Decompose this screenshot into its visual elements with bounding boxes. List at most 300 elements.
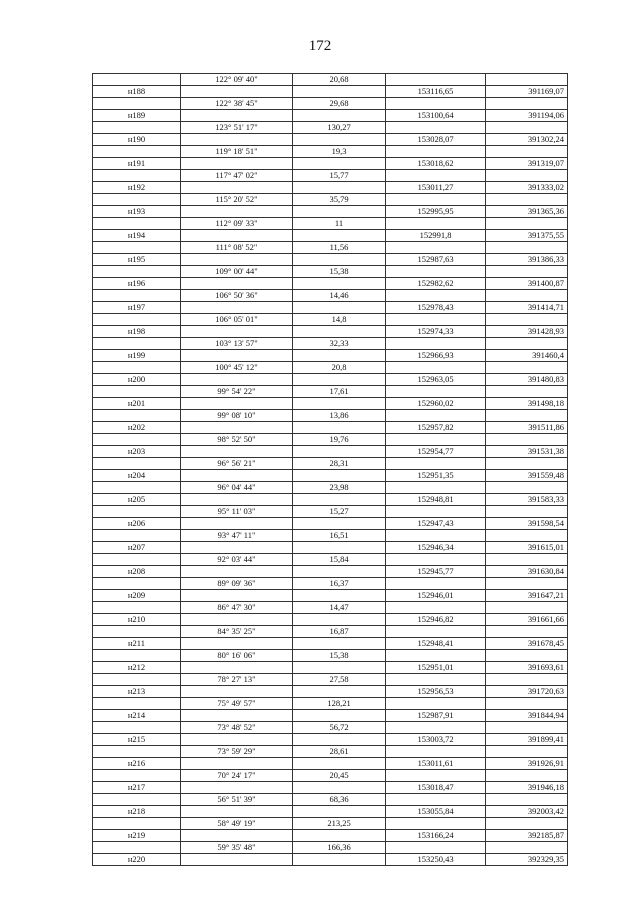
y-cell: 391169,07	[486, 86, 568, 98]
point-cell: н194	[93, 230, 181, 242]
point-cell: н209	[93, 590, 181, 602]
table-row	[93, 770, 568, 782]
point-cell	[93, 338, 181, 350]
x-cell: 152946,01	[386, 590, 486, 602]
angle-cell: 89° 09' 36"	[181, 578, 293, 590]
point-cell: н205	[93, 494, 181, 506]
distance-cell	[293, 686, 386, 698]
table-row	[93, 638, 568, 650]
x-cell	[386, 770, 486, 782]
distance-cell: 11	[293, 218, 386, 230]
distance-cell	[293, 470, 386, 482]
distance-cell	[293, 446, 386, 458]
angle-cell	[181, 302, 293, 314]
x-cell	[386, 530, 486, 542]
point-cell: н200	[93, 374, 181, 386]
angle-cell	[181, 590, 293, 602]
y-cell: 391844,94	[486, 710, 568, 722]
point-cell	[93, 722, 181, 734]
y-cell: 391559,48	[486, 470, 568, 482]
point-cell: н204	[93, 470, 181, 482]
y-cell	[486, 770, 568, 782]
table-row	[93, 530, 568, 542]
point-cell: н219	[93, 830, 181, 842]
distance-cell	[293, 86, 386, 98]
point-cell	[93, 434, 181, 446]
table-row	[93, 794, 568, 806]
y-cell	[486, 818, 568, 830]
angle-cell: 56° 51' 39"	[181, 794, 293, 806]
point-cell	[93, 290, 181, 302]
angle-cell	[181, 806, 293, 818]
table-row	[93, 158, 568, 170]
x-cell	[386, 578, 486, 590]
distance-cell	[293, 158, 386, 170]
angle-cell	[181, 566, 293, 578]
point-cell: н213	[93, 686, 181, 698]
x-cell	[386, 266, 486, 278]
angle-cell	[181, 158, 293, 170]
x-cell: 153166,24	[386, 830, 486, 842]
angle-cell: 58° 49' 19"	[181, 818, 293, 830]
distance-cell	[293, 326, 386, 338]
y-cell	[486, 434, 568, 446]
point-cell: н220	[93, 854, 181, 866]
x-cell: 153011,27	[386, 182, 486, 194]
x-cell: 152966,93	[386, 350, 486, 362]
table-row	[93, 230, 568, 242]
y-cell: 391194,06	[486, 110, 568, 122]
angle-cell	[181, 110, 293, 122]
table-row	[93, 602, 568, 614]
distance-cell: 32,33	[293, 338, 386, 350]
table-row	[93, 686, 568, 698]
x-cell: 152960,02	[386, 398, 486, 410]
point-cell	[93, 122, 181, 134]
y-cell: 391899,41	[486, 734, 568, 746]
x-cell: 152954,77	[386, 446, 486, 458]
point-cell	[93, 362, 181, 374]
table-row	[93, 86, 568, 98]
table-row	[93, 578, 568, 590]
x-cell: 152991,8	[386, 230, 486, 242]
x-cell	[386, 98, 486, 110]
table-row	[93, 650, 568, 662]
x-cell	[386, 338, 486, 350]
y-cell	[486, 386, 568, 398]
distance-cell: 213,25	[293, 818, 386, 830]
table-row	[93, 710, 568, 722]
angle-cell: 70° 24' 17"	[181, 770, 293, 782]
point-cell: н193	[93, 206, 181, 218]
table-row	[93, 146, 568, 158]
x-cell	[386, 434, 486, 446]
y-cell	[486, 98, 568, 110]
table-row	[93, 314, 568, 326]
angle-cell	[181, 398, 293, 410]
x-cell	[386, 794, 486, 806]
distance-cell: 35,79	[293, 194, 386, 206]
point-cell: н207	[93, 542, 181, 554]
x-cell: 153003,72	[386, 734, 486, 746]
y-cell	[486, 338, 568, 350]
x-cell: 153055,84	[386, 806, 486, 818]
distance-cell	[293, 278, 386, 290]
angle-cell	[181, 518, 293, 530]
table-row	[93, 506, 568, 518]
distance-cell: 20,68	[293, 74, 386, 86]
distance-cell	[293, 350, 386, 362]
point-cell	[93, 674, 181, 686]
y-cell	[486, 74, 568, 86]
point-cell: н201	[93, 398, 181, 410]
angle-cell: 92° 03' 44"	[181, 554, 293, 566]
y-cell: 391511,86	[486, 422, 568, 434]
y-cell	[486, 650, 568, 662]
x-cell: 152948,81	[386, 494, 486, 506]
angle-cell: 115° 20' 52"	[181, 194, 293, 206]
angle-cell: 78° 27' 13"	[181, 674, 293, 686]
y-cell	[486, 290, 568, 302]
table-row	[93, 170, 568, 182]
x-cell: 153116,65	[386, 86, 486, 98]
x-cell	[386, 74, 486, 86]
distance-cell	[293, 182, 386, 194]
x-cell: 153250,43	[386, 854, 486, 866]
x-cell	[386, 842, 486, 854]
point-cell	[93, 218, 181, 230]
distance-cell: 128,21	[293, 698, 386, 710]
x-cell: 152995,95	[386, 206, 486, 218]
x-cell	[386, 722, 486, 734]
table-row	[93, 734, 568, 746]
point-cell: н197	[93, 302, 181, 314]
y-cell	[486, 506, 568, 518]
point-cell: н189	[93, 110, 181, 122]
y-cell: 391630,84	[486, 566, 568, 578]
table-row	[93, 266, 568, 278]
table-row	[93, 830, 568, 842]
point-cell	[93, 146, 181, 158]
table-row	[93, 614, 568, 626]
x-cell: 152957,82	[386, 422, 486, 434]
angle-cell	[181, 542, 293, 554]
x-cell	[386, 506, 486, 518]
distance-cell: 68,36	[293, 794, 386, 806]
distance-cell	[293, 854, 386, 866]
y-cell: 391926,91	[486, 758, 568, 770]
table-row	[93, 278, 568, 290]
x-cell	[386, 746, 486, 758]
angle-cell	[181, 278, 293, 290]
distance-cell	[293, 494, 386, 506]
y-cell: 391386,33	[486, 254, 568, 266]
table-row	[93, 746, 568, 758]
x-cell	[386, 218, 486, 230]
y-cell	[486, 578, 568, 590]
angle-cell	[181, 710, 293, 722]
angle-cell	[181, 782, 293, 794]
y-cell	[486, 698, 568, 710]
distance-cell: 56,72	[293, 722, 386, 734]
angle-cell: 103° 13' 57"	[181, 338, 293, 350]
y-cell: 392003,42	[486, 806, 568, 818]
y-cell: 391460,4	[486, 350, 568, 362]
table-row	[93, 410, 568, 422]
y-cell	[486, 194, 568, 206]
point-cell	[93, 266, 181, 278]
distance-cell	[293, 806, 386, 818]
table-row	[93, 134, 568, 146]
angle-cell: 106° 50' 36"	[181, 290, 293, 302]
table-row	[93, 98, 568, 110]
y-cell: 391583,33	[486, 494, 568, 506]
angle-cell	[181, 758, 293, 770]
table-row	[93, 662, 568, 674]
distance-cell: 15,38	[293, 266, 386, 278]
distance-cell	[293, 422, 386, 434]
distance-cell	[293, 518, 386, 530]
y-cell: 391720,63	[486, 686, 568, 698]
y-cell: 391333,02	[486, 182, 568, 194]
angle-cell	[181, 350, 293, 362]
x-cell: 153011,61	[386, 758, 486, 770]
point-cell	[93, 98, 181, 110]
distance-cell: 14,47	[293, 602, 386, 614]
angle-cell	[181, 662, 293, 674]
x-cell	[386, 410, 486, 422]
angle-cell: 73° 59' 29"	[181, 746, 293, 758]
x-cell: 152947,43	[386, 518, 486, 530]
distance-cell: 15,84	[293, 554, 386, 566]
point-cell	[93, 554, 181, 566]
x-cell	[386, 458, 486, 470]
x-cell: 153018,47	[386, 782, 486, 794]
table-row	[93, 842, 568, 854]
point-cell: н216	[93, 758, 181, 770]
table-row	[93, 398, 568, 410]
y-cell	[486, 410, 568, 422]
distance-cell: 23,98	[293, 482, 386, 494]
x-cell	[386, 290, 486, 302]
distance-cell: 16,87	[293, 626, 386, 638]
point-cell: н203	[93, 446, 181, 458]
table-row	[93, 542, 568, 554]
angle-cell	[181, 206, 293, 218]
distance-cell	[293, 134, 386, 146]
distance-cell	[293, 710, 386, 722]
point-cell	[93, 698, 181, 710]
distance-cell	[293, 254, 386, 266]
point-cell	[93, 170, 181, 182]
point-cell	[93, 314, 181, 326]
angle-cell: 109° 00' 44"	[181, 266, 293, 278]
angle-cell: 95° 11' 03"	[181, 506, 293, 518]
distance-cell	[293, 614, 386, 626]
x-cell: 152974,33	[386, 326, 486, 338]
point-cell	[93, 794, 181, 806]
x-cell	[386, 122, 486, 134]
angle-cell: 75° 49' 57"	[181, 698, 293, 710]
distance-cell	[293, 110, 386, 122]
distance-cell	[293, 662, 386, 674]
point-cell: н208	[93, 566, 181, 578]
x-cell	[386, 602, 486, 614]
angle-cell: 111° 08' 52"	[181, 242, 293, 254]
x-cell: 152963,05	[386, 374, 486, 386]
distance-cell	[293, 542, 386, 554]
angle-cell	[181, 254, 293, 266]
point-cell: н206	[93, 518, 181, 530]
y-cell: 391302,24	[486, 134, 568, 146]
x-cell: 153018,62	[386, 158, 486, 170]
point-cell	[93, 626, 181, 638]
x-cell	[386, 626, 486, 638]
angle-cell: 99° 08' 10"	[181, 410, 293, 422]
y-cell	[486, 674, 568, 686]
x-cell: 152951,35	[386, 470, 486, 482]
table-row	[93, 386, 568, 398]
y-cell: 391647,21	[486, 590, 568, 602]
angle-cell	[181, 374, 293, 386]
x-cell	[386, 482, 486, 494]
angle-cell: 93° 47' 11"	[181, 530, 293, 542]
distance-cell	[293, 302, 386, 314]
point-cell: н210	[93, 614, 181, 626]
y-cell	[486, 170, 568, 182]
distance-cell	[293, 206, 386, 218]
y-cell	[486, 146, 568, 158]
point-cell	[93, 818, 181, 830]
table-row	[93, 182, 568, 194]
x-cell	[386, 194, 486, 206]
point-cell: н195	[93, 254, 181, 266]
y-cell	[486, 242, 568, 254]
distance-cell	[293, 230, 386, 242]
angle-cell: 96° 04' 44"	[181, 482, 293, 494]
point-cell	[93, 506, 181, 518]
table-row	[93, 566, 568, 578]
distance-cell: 27,58	[293, 674, 386, 686]
table-row	[93, 422, 568, 434]
distance-cell	[293, 638, 386, 650]
point-cell: н214	[93, 710, 181, 722]
angle-cell: 122° 38' 45"	[181, 98, 293, 110]
y-cell: 391678,45	[486, 638, 568, 650]
distance-cell	[293, 590, 386, 602]
angle-cell	[181, 326, 293, 338]
angle-cell	[181, 86, 293, 98]
y-cell: 391365,36	[486, 206, 568, 218]
table-row	[93, 254, 568, 266]
distance-cell: 20,45	[293, 770, 386, 782]
coordinates-table	[92, 73, 568, 866]
point-cell: н215	[93, 734, 181, 746]
page-number: 172	[308, 38, 332, 54]
angle-cell: 73° 48' 52"	[181, 722, 293, 734]
angle-cell: 119° 18' 51"	[181, 146, 293, 158]
y-cell	[486, 314, 568, 326]
y-cell: 392329,35	[486, 854, 568, 866]
distance-cell: 19,3	[293, 146, 386, 158]
angle-cell: 80° 16' 06"	[181, 650, 293, 662]
y-cell	[486, 122, 568, 134]
angle-cell: 100° 45' 12"	[181, 362, 293, 374]
angle-cell: 117° 47' 02"	[181, 170, 293, 182]
table-row	[93, 806, 568, 818]
y-cell: 391414,71	[486, 302, 568, 314]
x-cell	[386, 554, 486, 566]
y-cell: 391946,18	[486, 782, 568, 794]
x-cell: 153100,64	[386, 110, 486, 122]
angle-cell	[181, 494, 293, 506]
point-cell	[93, 650, 181, 662]
table-row	[93, 698, 568, 710]
point-cell	[93, 410, 181, 422]
distance-cell: 28,31	[293, 458, 386, 470]
point-cell: н199	[93, 350, 181, 362]
angle-cell	[181, 182, 293, 194]
x-cell: 152948,41	[386, 638, 486, 650]
point-cell	[93, 578, 181, 590]
point-cell: н191	[93, 158, 181, 170]
table-row	[93, 782, 568, 794]
point-cell: н198	[93, 326, 181, 338]
point-cell: н217	[93, 782, 181, 794]
angle-cell: 98° 52' 50"	[181, 434, 293, 446]
table-row	[93, 854, 568, 866]
angle-cell	[181, 230, 293, 242]
table-row	[93, 302, 568, 314]
angle-cell	[181, 854, 293, 866]
angle-cell	[181, 422, 293, 434]
x-cell	[386, 650, 486, 662]
y-cell: 391480,83	[486, 374, 568, 386]
point-cell	[93, 746, 181, 758]
coordinates-table-body	[93, 74, 568, 866]
y-cell	[486, 362, 568, 374]
x-cell: 152946,34	[386, 542, 486, 554]
table-row	[93, 206, 568, 218]
distance-cell: 11,56	[293, 242, 386, 254]
angle-cell	[181, 686, 293, 698]
y-cell: 391615,01	[486, 542, 568, 554]
table-row	[93, 482, 568, 494]
angle-cell: 86° 47' 30"	[181, 602, 293, 614]
x-cell	[386, 818, 486, 830]
angle-cell	[181, 446, 293, 458]
table-row	[93, 494, 568, 506]
x-cell: 152956,53	[386, 686, 486, 698]
point-cell	[93, 482, 181, 494]
table-row	[93, 74, 568, 86]
point-cell	[93, 386, 181, 398]
table-row	[93, 590, 568, 602]
y-cell	[486, 626, 568, 638]
point-cell: н196	[93, 278, 181, 290]
x-cell: 152978,43	[386, 302, 486, 314]
table-row	[93, 626, 568, 638]
table-row	[93, 350, 568, 362]
x-cell: 152946,82	[386, 614, 486, 626]
point-cell	[93, 770, 181, 782]
x-cell	[386, 170, 486, 182]
distance-cell: 14,46	[293, 290, 386, 302]
point-cell	[93, 194, 181, 206]
table-row	[93, 758, 568, 770]
y-cell	[486, 602, 568, 614]
distance-cell: 166,36	[293, 842, 386, 854]
